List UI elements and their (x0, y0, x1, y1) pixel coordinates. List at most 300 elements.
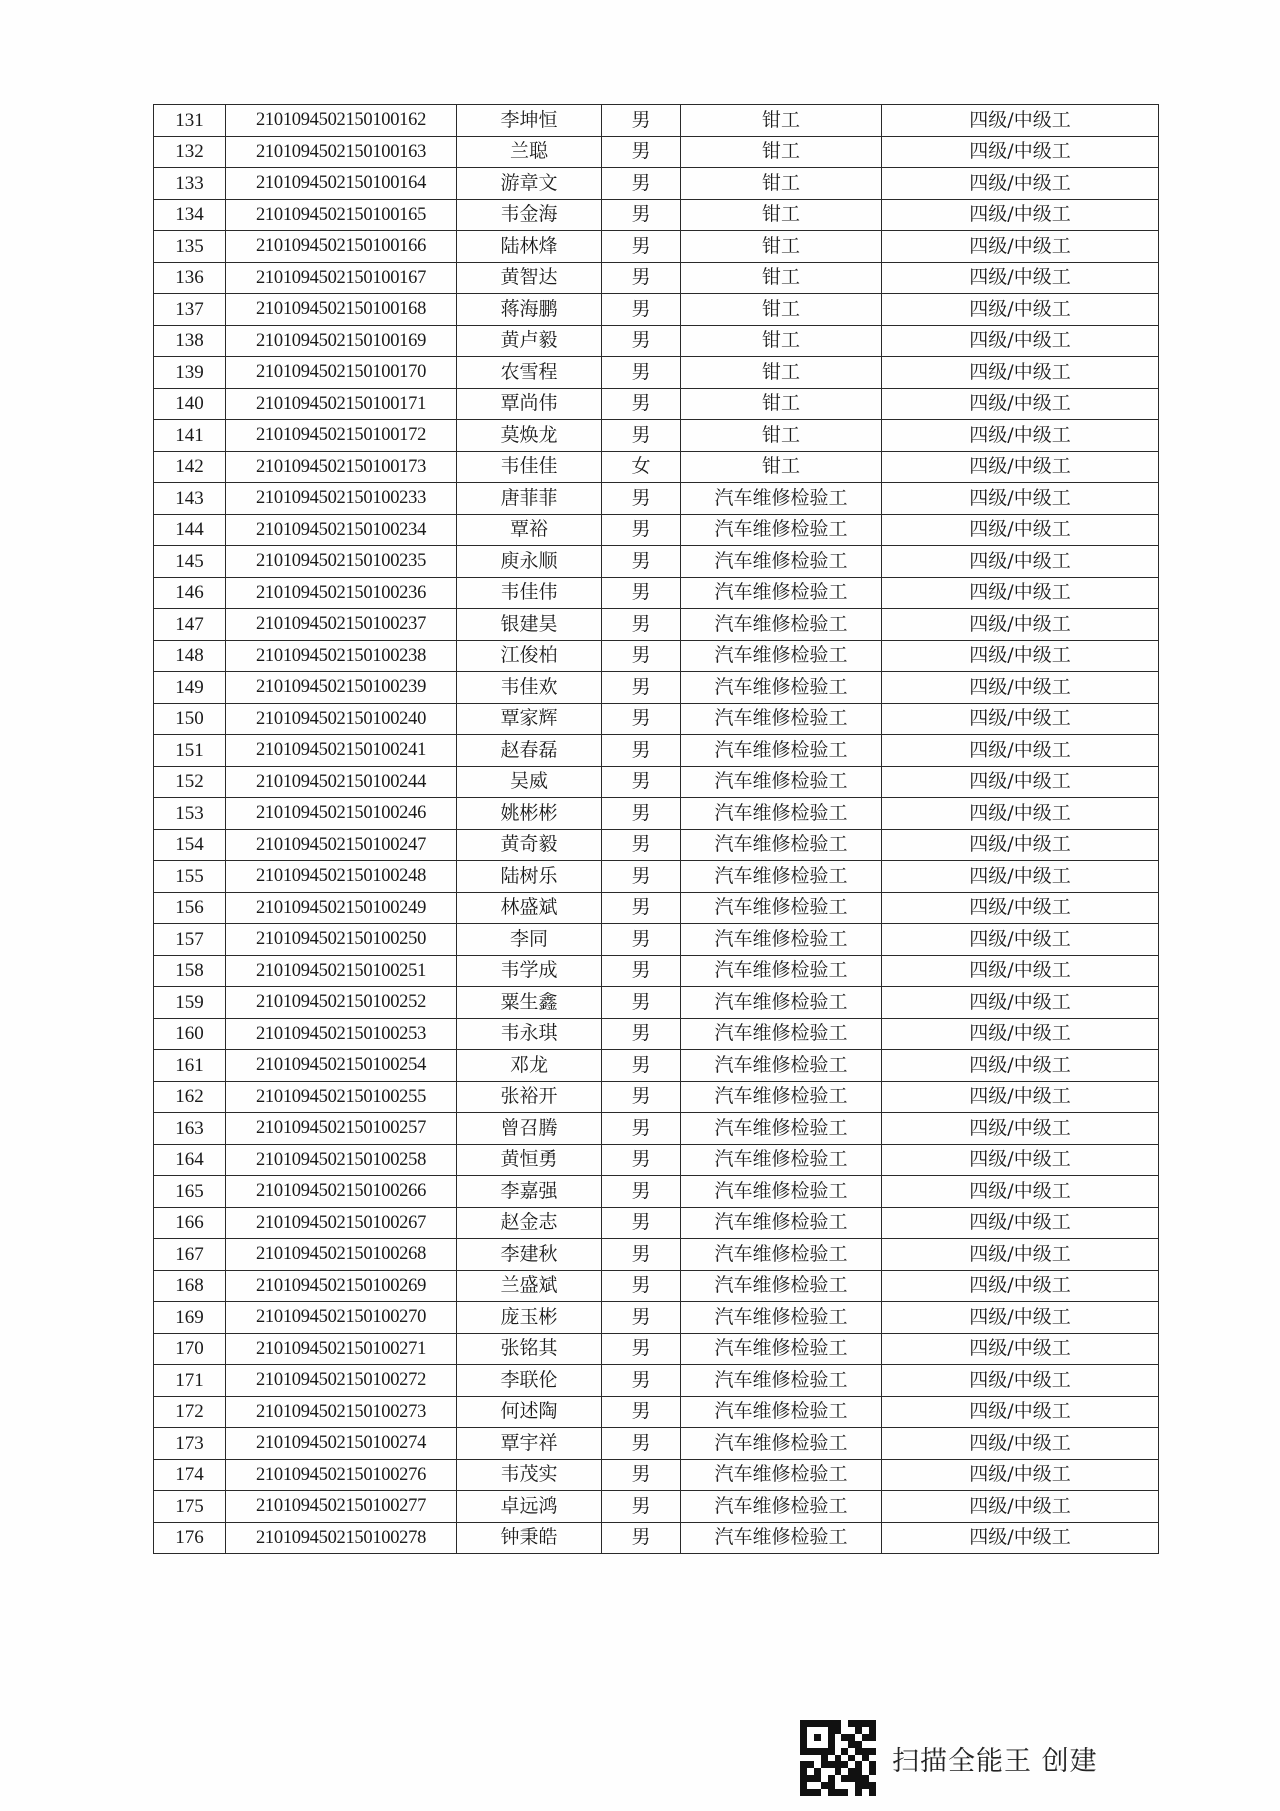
gender-cell: 男 (602, 1365, 681, 1397)
level-cell: 四级/中级工 (882, 199, 1159, 231)
trade-cell: 汽车维修检验工 (681, 1333, 882, 1365)
name-cell: 姚彬彬 (457, 798, 602, 830)
certificate-id-cell: 2101094502150100274 (226, 1428, 457, 1460)
row-number-cell: 175 (154, 1491, 226, 1523)
row-number-cell: 155 (154, 861, 226, 893)
level-cell: 四级/中级工 (882, 231, 1159, 263)
table-row (154, 388, 1159, 420)
name-cell: 黄卢毅 (457, 325, 602, 357)
gender-cell: 男 (602, 829, 681, 861)
qr-code-icon (800, 1720, 876, 1796)
table-row (154, 861, 1159, 893)
certificate-id-cell: 2101094502150100251 (226, 955, 457, 987)
row-number-cell: 158 (154, 955, 226, 987)
gender-cell: 男 (602, 1113, 681, 1145)
gender-cell: 男 (602, 231, 681, 263)
certificate-id-cell: 2101094502150100237 (226, 609, 457, 641)
trade-cell: 钳工 (681, 262, 882, 294)
certificate-id-cell: 2101094502150100252 (226, 987, 457, 1019)
certificate-id-cell: 2101094502150100268 (226, 1239, 457, 1271)
table-row (154, 1522, 1159, 1554)
row-number-cell: 148 (154, 640, 226, 672)
certificate-id-cell: 2101094502150100270 (226, 1302, 457, 1334)
level-cell: 四级/中级工 (882, 388, 1159, 420)
certificate-id-cell: 2101094502150100278 (226, 1522, 457, 1554)
trade-cell: 汽车维修检验工 (681, 514, 882, 546)
table-row (154, 735, 1159, 767)
trade-cell: 汽车维修检验工 (681, 735, 882, 767)
gender-cell: 男 (602, 1302, 681, 1334)
trade-cell: 钳工 (681, 168, 882, 200)
level-cell: 四级/中级工 (882, 798, 1159, 830)
gender-cell: 男 (602, 388, 681, 420)
gender-cell: 男 (602, 609, 681, 641)
row-number-cell: 139 (154, 357, 226, 389)
trade-cell: 汽车维修检验工 (681, 955, 882, 987)
table-row (154, 766, 1159, 798)
trade-cell: 汽车维修检验工 (681, 861, 882, 893)
certificate-id-cell: 2101094502150100248 (226, 861, 457, 893)
row-number-cell: 173 (154, 1428, 226, 1460)
trade-cell: 汽车维修检验工 (681, 1081, 882, 1113)
trade-cell: 汽车维修检验工 (681, 483, 882, 515)
row-number-cell: 157 (154, 924, 226, 956)
trade-cell: 汽车维修检验工 (681, 609, 882, 641)
gender-cell: 男 (602, 357, 681, 389)
certificate-id-cell: 2101094502150100239 (226, 672, 457, 704)
row-number-cell: 137 (154, 294, 226, 326)
gender-cell: 男 (602, 1018, 681, 1050)
certificate-id-cell: 2101094502150100254 (226, 1050, 457, 1082)
name-cell: 覃尚伟 (457, 388, 602, 420)
row-number-cell: 146 (154, 577, 226, 609)
gender-cell: 男 (602, 546, 681, 578)
name-cell: 游章文 (457, 168, 602, 200)
row-number-cell: 141 (154, 420, 226, 452)
certificate-id-cell: 2101094502150100236 (226, 577, 457, 609)
gender-cell: 男 (602, 199, 681, 231)
gender-cell: 男 (602, 924, 681, 956)
certificate-id-cell: 2101094502150100277 (226, 1491, 457, 1523)
name-cell: 黄奇毅 (457, 829, 602, 861)
table-row (154, 231, 1159, 263)
table-row (154, 1176, 1159, 1208)
level-cell: 四级/中级工 (882, 1176, 1159, 1208)
table-row (154, 262, 1159, 294)
level-cell: 四级/中级工 (882, 1081, 1159, 1113)
table-row (154, 1207, 1159, 1239)
table-row (154, 1396, 1159, 1428)
row-number-cell: 163 (154, 1113, 226, 1145)
row-number-cell: 167 (154, 1239, 226, 1271)
name-cell: 钟秉皓 (457, 1522, 602, 1554)
certificate-id-cell: 2101094502150100166 (226, 231, 457, 263)
gender-cell: 男 (602, 420, 681, 452)
row-number-cell: 152 (154, 766, 226, 798)
gender-cell: 男 (602, 136, 681, 168)
certificate-id-cell: 2101094502150100168 (226, 294, 457, 326)
trade-cell: 汽车维修检验工 (681, 1018, 882, 1050)
level-cell: 四级/中级工 (882, 325, 1159, 357)
gender-cell: 女 (602, 451, 681, 483)
level-cell: 四级/中级工 (882, 451, 1159, 483)
gender-cell: 男 (602, 703, 681, 735)
table-row (154, 924, 1159, 956)
table-row (154, 105, 1159, 137)
trade-cell: 汽车维修检验工 (681, 640, 882, 672)
row-number-cell: 144 (154, 514, 226, 546)
gender-cell: 男 (602, 168, 681, 200)
gender-cell: 男 (602, 798, 681, 830)
trade-cell: 汽车维修检验工 (681, 1459, 882, 1491)
trade-cell: 汽车维修检验工 (681, 1428, 882, 1460)
gender-cell: 男 (602, 1144, 681, 1176)
trade-cell: 汽车维修检验工 (681, 1270, 882, 1302)
roster-table (153, 104, 1159, 1554)
table-row (154, 199, 1159, 231)
level-cell: 四级/中级工 (882, 105, 1159, 137)
trade-cell: 汽车维修检验工 (681, 766, 882, 798)
certificate-id-cell: 2101094502150100162 (226, 105, 457, 137)
name-cell: 兰盛斌 (457, 1270, 602, 1302)
trade-cell: 钳工 (681, 357, 882, 389)
level-cell: 四级/中级工 (882, 1459, 1159, 1491)
certificate-id-cell: 2101094502150100238 (226, 640, 457, 672)
level-cell: 四级/中级工 (882, 294, 1159, 326)
row-number-cell: 143 (154, 483, 226, 515)
trade-cell: 汽车维修检验工 (681, 1396, 882, 1428)
table-row (154, 1270, 1159, 1302)
trade-cell: 汽车维修检验工 (681, 892, 882, 924)
gender-cell: 男 (602, 1333, 681, 1365)
name-cell: 韦佳伟 (457, 577, 602, 609)
gender-cell: 男 (602, 1207, 681, 1239)
certificate-id-cell: 2101094502150100172 (226, 420, 457, 452)
name-cell: 农雪程 (457, 357, 602, 389)
certificate-id-cell: 2101094502150100173 (226, 451, 457, 483)
gender-cell: 男 (602, 955, 681, 987)
name-cell: 李建秋 (457, 1239, 602, 1271)
name-cell: 李同 (457, 924, 602, 956)
name-cell: 庾永顺 (457, 546, 602, 578)
name-cell: 吴威 (457, 766, 602, 798)
certificate-id-cell: 2101094502150100233 (226, 483, 457, 515)
name-cell: 陆树乐 (457, 861, 602, 893)
certificate-id-cell: 2101094502150100272 (226, 1365, 457, 1397)
table-row (154, 1302, 1159, 1334)
row-number-cell: 159 (154, 987, 226, 1019)
table-row (154, 955, 1159, 987)
row-number-cell: 150 (154, 703, 226, 735)
name-cell: 覃宇祥 (457, 1428, 602, 1460)
row-number-cell: 171 (154, 1365, 226, 1397)
row-number-cell: 166 (154, 1207, 226, 1239)
gender-cell: 男 (602, 577, 681, 609)
level-cell: 四级/中级工 (882, 1396, 1159, 1428)
trade-cell: 钳工 (681, 420, 882, 452)
name-cell: 赵春磊 (457, 735, 602, 767)
certificate-id-cell: 2101094502150100244 (226, 766, 457, 798)
name-cell: 韦佳佳 (457, 451, 602, 483)
trade-cell: 钳工 (681, 105, 882, 137)
table-row (154, 294, 1159, 326)
row-number-cell: 134 (154, 199, 226, 231)
level-cell: 四级/中级工 (882, 357, 1159, 389)
row-number-cell: 161 (154, 1050, 226, 1082)
row-number-cell: 132 (154, 136, 226, 168)
gender-cell: 男 (602, 105, 681, 137)
row-number-cell: 156 (154, 892, 226, 924)
level-cell: 四级/中级工 (882, 1522, 1159, 1554)
row-number-cell: 164 (154, 1144, 226, 1176)
table-row (154, 514, 1159, 546)
certificate-id-cell: 2101094502150100257 (226, 1113, 457, 1145)
level-cell: 四级/中级工 (882, 1491, 1159, 1523)
name-cell: 黄恒勇 (457, 1144, 602, 1176)
level-cell: 四级/中级工 (882, 766, 1159, 798)
name-cell: 卓远鸿 (457, 1491, 602, 1523)
gender-cell: 男 (602, 861, 681, 893)
trade-cell: 汽车维修检验工 (681, 1176, 882, 1208)
level-cell: 四级/中级工 (882, 1050, 1159, 1082)
gender-cell: 男 (602, 483, 681, 515)
gender-cell: 男 (602, 1491, 681, 1523)
roster-body (154, 105, 1159, 1554)
name-cell: 李坤恒 (457, 105, 602, 137)
certificate-id-cell: 2101094502150100170 (226, 357, 457, 389)
row-number-cell: 169 (154, 1302, 226, 1334)
level-cell: 四级/中级工 (882, 892, 1159, 924)
level-cell: 四级/中级工 (882, 703, 1159, 735)
table-row (154, 1018, 1159, 1050)
table-row (154, 1333, 1159, 1365)
name-cell: 林盛斌 (457, 892, 602, 924)
trade-cell: 钳工 (681, 231, 882, 263)
level-cell: 四级/中级工 (882, 168, 1159, 200)
trade-cell: 钳工 (681, 388, 882, 420)
gender-cell: 男 (602, 1428, 681, 1460)
trade-cell: 汽车维修检验工 (681, 1050, 882, 1082)
certificate-id-cell: 2101094502150100171 (226, 388, 457, 420)
gender-cell: 男 (602, 294, 681, 326)
trade-cell: 汽车维修检验工 (681, 1522, 882, 1554)
gender-cell: 男 (602, 735, 681, 767)
name-cell: 江俊柏 (457, 640, 602, 672)
table-row (154, 1459, 1159, 1491)
row-number-cell: 170 (154, 1333, 226, 1365)
gender-cell: 男 (602, 1176, 681, 1208)
name-cell: 曾召腾 (457, 1113, 602, 1145)
name-cell: 李联伦 (457, 1365, 602, 1397)
name-cell: 何述陶 (457, 1396, 602, 1428)
level-cell: 四级/中级工 (882, 1113, 1159, 1145)
table-row (154, 325, 1159, 357)
table-row (154, 1113, 1159, 1145)
level-cell: 四级/中级工 (882, 955, 1159, 987)
gender-cell: 男 (602, 1522, 681, 1554)
certificate-id-cell: 2101094502150100253 (226, 1018, 457, 1050)
level-cell: 四级/中级工 (882, 1302, 1159, 1334)
trade-cell: 汽车维修检验工 (681, 546, 882, 578)
name-cell: 韦金海 (457, 199, 602, 231)
name-cell: 唐菲菲 (457, 483, 602, 515)
trade-cell: 汽车维修检验工 (681, 1365, 882, 1397)
gender-cell: 男 (602, 1396, 681, 1428)
trade-cell: 钳工 (681, 294, 882, 326)
level-cell: 四级/中级工 (882, 1018, 1159, 1050)
gender-cell: 男 (602, 262, 681, 294)
name-cell: 赵金志 (457, 1207, 602, 1239)
row-number-cell: 133 (154, 168, 226, 200)
gender-cell: 男 (602, 1239, 681, 1271)
name-cell: 覃家辉 (457, 703, 602, 735)
level-cell: 四级/中级工 (882, 987, 1159, 1019)
table-row (154, 1239, 1159, 1271)
name-cell: 韦佳欢 (457, 672, 602, 704)
trade-cell: 汽车维修检验工 (681, 1207, 882, 1239)
certificate-id-cell: 2101094502150100249 (226, 892, 457, 924)
gender-cell: 男 (602, 640, 681, 672)
table-row (154, 546, 1159, 578)
level-cell: 四级/中级工 (882, 1365, 1159, 1397)
table-row (154, 703, 1159, 735)
trade-cell: 钳工 (681, 199, 882, 231)
level-cell: 四级/中级工 (882, 640, 1159, 672)
certificate-id-cell: 2101094502150100269 (226, 1270, 457, 1302)
table-row (154, 577, 1159, 609)
certificate-id-cell: 2101094502150100267 (226, 1207, 457, 1239)
level-cell: 四级/中级工 (882, 672, 1159, 704)
certificate-id-cell: 2101094502150100241 (226, 735, 457, 767)
row-number-cell: 136 (154, 262, 226, 294)
table-row (154, 483, 1159, 515)
level-cell: 四级/中级工 (882, 546, 1159, 578)
level-cell: 四级/中级工 (882, 483, 1159, 515)
row-number-cell: 140 (154, 388, 226, 420)
level-cell: 四级/中级工 (882, 1270, 1159, 1302)
name-cell: 黄智达 (457, 262, 602, 294)
level-cell: 四级/中级工 (882, 420, 1159, 452)
table-row (154, 672, 1159, 704)
table-row (154, 1365, 1159, 1397)
certificate-id-cell: 2101094502150100169 (226, 325, 457, 357)
gender-cell: 男 (602, 987, 681, 1019)
name-cell: 覃裕 (457, 514, 602, 546)
name-cell: 莫焕龙 (457, 420, 602, 452)
certificate-id-cell: 2101094502150100276 (226, 1459, 457, 1491)
trade-cell: 汽车维修检验工 (681, 577, 882, 609)
level-cell: 四级/中级工 (882, 136, 1159, 168)
trade-cell: 汽车维修检验工 (681, 1491, 882, 1523)
row-number-cell: 135 (154, 231, 226, 263)
row-number-cell: 162 (154, 1081, 226, 1113)
certificate-id-cell: 2101094502150100235 (226, 546, 457, 578)
row-number-cell: 176 (154, 1522, 226, 1554)
trade-cell: 汽车维修检验工 (681, 987, 882, 1019)
table-row (154, 168, 1159, 200)
table-row (154, 987, 1159, 1019)
level-cell: 四级/中级工 (882, 1239, 1159, 1271)
row-number-cell: 153 (154, 798, 226, 830)
gender-cell: 男 (602, 325, 681, 357)
name-cell: 蒋海鹏 (457, 294, 602, 326)
gender-cell: 男 (602, 1081, 681, 1113)
trade-cell: 汽车维修检验工 (681, 1113, 882, 1145)
gender-cell: 男 (602, 514, 681, 546)
level-cell: 四级/中级工 (882, 1333, 1159, 1365)
certificate-id-cell: 2101094502150100255 (226, 1081, 457, 1113)
certificate-id-cell: 2101094502150100271 (226, 1333, 457, 1365)
trade-cell: 钳工 (681, 136, 882, 168)
scanner-watermark (800, 1718, 1098, 1798)
table-row (154, 357, 1159, 389)
certificate-id-cell: 2101094502150100167 (226, 262, 457, 294)
certificate-id-cell: 2101094502150100247 (226, 829, 457, 861)
name-cell: 韦学成 (457, 955, 602, 987)
trade-cell: 汽车维修检验工 (681, 703, 882, 735)
level-cell: 四级/中级工 (882, 829, 1159, 861)
name-cell: 韦茂实 (457, 1459, 602, 1491)
name-cell: 陆林烽 (457, 231, 602, 263)
trade-cell: 汽车维修检验工 (681, 1239, 882, 1271)
level-cell: 四级/中级工 (882, 1144, 1159, 1176)
row-number-cell: 147 (154, 609, 226, 641)
gender-cell: 男 (602, 672, 681, 704)
certificate-id-cell: 2101094502150100240 (226, 703, 457, 735)
row-number-cell: 165 (154, 1176, 226, 1208)
certificate-id-cell: 2101094502150100273 (226, 1396, 457, 1428)
certificate-id-cell: 2101094502150100250 (226, 924, 457, 956)
level-cell: 四级/中级工 (882, 735, 1159, 767)
gender-cell: 男 (602, 1270, 681, 1302)
table-row (154, 829, 1159, 861)
row-number-cell: 168 (154, 1270, 226, 1302)
row-number-cell: 151 (154, 735, 226, 767)
row-number-cell: 145 (154, 546, 226, 578)
row-number-cell: 154 (154, 829, 226, 861)
certificate-id-cell: 2101094502150100165 (226, 199, 457, 231)
table-row (154, 420, 1159, 452)
table-row (154, 1050, 1159, 1082)
trade-cell: 汽车维修检验工 (681, 672, 882, 704)
name-cell: 银建昊 (457, 609, 602, 641)
level-cell: 四级/中级工 (882, 1207, 1159, 1239)
gender-cell: 男 (602, 1050, 681, 1082)
trade-cell: 汽车维修检验工 (681, 924, 882, 956)
certificate-id-cell: 2101094502150100234 (226, 514, 457, 546)
row-number-cell: 172 (154, 1396, 226, 1428)
name-cell: 粟生鑫 (457, 987, 602, 1019)
trade-cell: 汽车维修检验工 (681, 798, 882, 830)
row-number-cell: 160 (154, 1018, 226, 1050)
level-cell: 四级/中级工 (882, 1428, 1159, 1460)
row-number-cell: 142 (154, 451, 226, 483)
trade-cell: 钳工 (681, 325, 882, 357)
certificate-id-cell: 2101094502150100258 (226, 1144, 457, 1176)
level-cell: 四级/中级工 (882, 514, 1159, 546)
certificate-id-cell: 2101094502150100266 (226, 1176, 457, 1208)
table-row (154, 1144, 1159, 1176)
row-number-cell: 149 (154, 672, 226, 704)
name-cell: 张裕开 (457, 1081, 602, 1113)
trade-cell: 钳工 (681, 451, 882, 483)
table-row (154, 609, 1159, 641)
table-row (154, 1428, 1159, 1460)
table-row (154, 1081, 1159, 1113)
name-cell: 兰聪 (457, 136, 602, 168)
gender-cell: 男 (602, 1459, 681, 1491)
trade-cell: 汽车维修检验工 (681, 1302, 882, 1334)
